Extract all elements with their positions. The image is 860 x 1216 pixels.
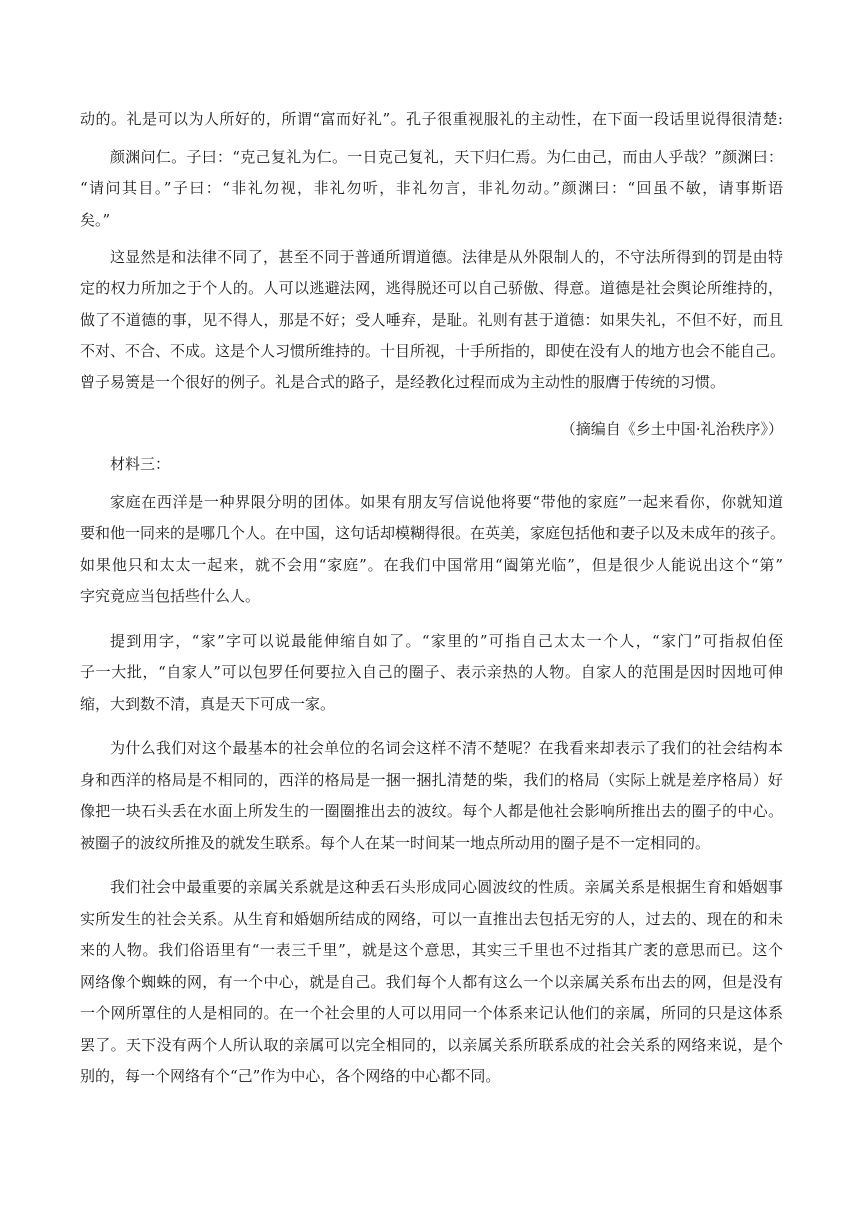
text-line: 实所发生的社会关系。从生育和婚姻所结成的网络，可以一直推出去包括无穷的人，过去的、现在的和未 (80, 910, 783, 928)
text-line: 别的，每一个网络有个“己”作为中心，各个网络的中心都不同。 (80, 1067, 501, 1085)
text-line: 字究竟应当包括些什么人。 (80, 587, 261, 605)
text-line: 矣。” (80, 211, 111, 229)
text-line: 家庭在西洋是一种界限分明的团体。如果有朋友写信说他将要“带他的家庭”一起来看你，你就知道 (110, 493, 783, 511)
source-citation: （摘编自《乡土中国·礼治秩序》） (560, 420, 783, 438)
text-line: 要和他一同来的是哪几个人。在中国，这句话却模糊得很。在英美，家庭包括他和妻子以及未成年的孩子。 (80, 524, 786, 542)
text-line: 曾子易箦是一个很好的例子。礼是合式的路子，是经教化过程而成为主动性的服膺于传统的习惯。 (80, 373, 726, 391)
text-line: 网络像个蜘蛛的网，有一个中心，就是自己。我们每个人都有这么一个以亲属关系布出去的网，但是没有 (80, 973, 783, 991)
section-heading: 材料三： (110, 455, 171, 473)
text-line: 定的权力所加之于个人的。人可以逃避法网，逃得脱还可以自己骄傲、得意。道德是社会舆论所维持的， (80, 279, 783, 297)
text-line: 来的人物。我们俗语里有“一表三千里”，就是这个意思，其实三千里也不过指其广袤的意思而已。这个 (80, 941, 783, 959)
text-line: “请问其目。”子曰：“非礼勿视，非礼勿听，非礼勿言，非礼勿动。”颜渊曰：“回虽不敏，请事斯语 (80, 179, 783, 197)
text-line: 被圈子的波纹所推及的就发生联系。每个人在某一时间某一地点所动用的圈子是不一定相同的。 (80, 834, 711, 852)
text-line: 颜渊问仁。子曰：“克己复礼为仁。一日克己复礼，天下归仁焉。为仁由己，而由人乎哉？”颜渊曰： (110, 148, 783, 166)
text-line: 不对、不合、不成。这是个人习惯所维持的。十目所视，十手所指的，即使在没有人的地方也会不能自己。 (80, 342, 786, 360)
text-line: 我们社会中最重要的亲属关系就是这种丢石头形成同心圆波纹的性质。亲属关系是根据生育和婚姻事 (110, 878, 783, 896)
text-line: 为什么我们对这个最基本的社会单位的名词会这样不清不楚呢？在我看来却表示了我们的社会结构本 (110, 739, 783, 757)
text-line: 这显然是和法律不同了，甚至不同于普通所谓道德。法律是从外限制人的，不守法所得到的罚是由特 (110, 248, 783, 266)
text-line: 动的。礼是可以为人所好的，所谓“富而好礼”。孔子很重视服礼的主动性，在下面一段话里说得很清楚: (80, 110, 783, 128)
text-line: 身和西洋的格局是不相同的，西洋的格局是一捆一捆扎清楚的柴，我们的格局（实际上就是差序格局）好 (80, 771, 783, 789)
text-line: 罢了。天下没有两个人所认取的亲属可以完全相同的，以亲属关系所联系成的社会关系的网络来说，是个 (80, 1036, 783, 1054)
text-line: 缩，大到数不清，真是天下可成一家。 (80, 695, 336, 713)
text-line: 做了不道德的事，见不得人，那是不好；受人唾弃，是耻。礼则有甚于道德：如果失礼，不但不好，而且 (80, 311, 783, 329)
text-line: 提到用字，“家”字可以说最能伸缩自如了。“家里的”可指自己太太一个人，“家门”可指叔伯侄 (110, 632, 783, 650)
text-line: 像把一块石头丢在水面上所发生的一圈圈推出去的波纹。每个人都是他社会影响所推出去的圈子的中心。 (80, 802, 783, 820)
text-line: 如果他只和太太一起来，就不会用“家庭”。在我们中国常用“阖第光临”，但是很少人能说出这个“第” (80, 556, 783, 574)
text-line: 一个网所罩住的人是相同的。在一个社会里的人可以用同一个体系来记认他们的亲属，所同的只是这体系 (80, 1004, 783, 1022)
text-line: 子一大批，“自家人”可以包罗任何要拉入自己的圈子、表示亲热的人物。自家人的范围是因时因地可伸 (80, 663, 783, 681)
